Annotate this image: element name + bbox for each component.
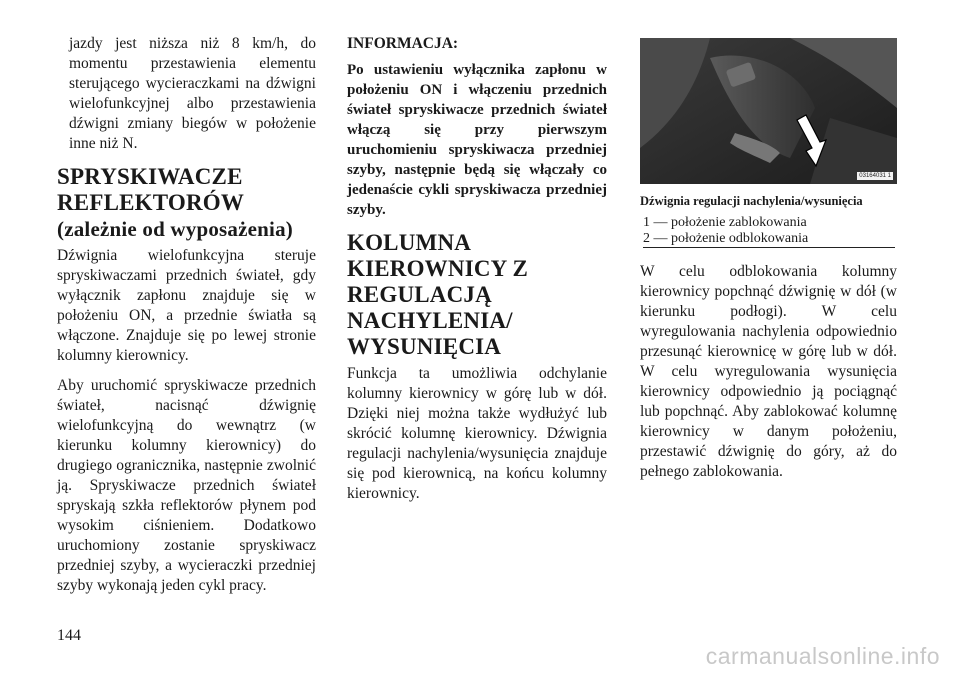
paragraph-adjustment: W celu odblokowania kolumny kierownicy popchnąć dźwignię w dół (w kierunku podłogi). W celu wyregulowania nachylenia odpowiednio przesunąć kierownicę w górę lub w dół. W celu wyregulowania wysunięcia kierownicy odpowiednio ją pociągnąć lub popchnąć. Aby zablokować kolumnę kierownicy w danym położeniu, przestawić dźwignię do góry, aż do pełnego zablokowania. (640, 263, 897, 480)
paragraph-washer-control: Dźwignia wielofunkcyjna steruje spryskiwaczami przednich świateł, gdy wyłącznik zapłonu znajduje się w położeniu ON, a przednie światła są włączone. Znajduje się po lewej stronie kolumny kierownicy. (57, 247, 316, 364)
figure-code: 03164031 1 (859, 173, 891, 179)
figure-legend (643, 215, 895, 248)
legend-item-locked: 1 — położenie zablokowania (643, 215, 807, 230)
paragraph-washer-activation: Aby uruchomić spryskiwacze przednich świateł, nacisnąć dźwignię wielofunkcyjną do wewnątrz (w kierunku kolumny kierownicy) do drugiego ogranicznika, następnie zwolnić ją. Spryskiwacze przednich świateł spryskają szkła reflektorów płynem pod wysokim ciśnieniem. Dodatkowo uruchomiony zostanie spryskiwacz przedniej szyby, a wycieraczki przedniej szyby wykonają jeden cykl pracy. (57, 377, 316, 594)
section-heading-steering-column: KOLUMNA KIEROWNICY Z REGULACJĄ NACHYLENIA/ WYSUNIĘCIA (347, 230, 529, 359)
section-heading-headlamp-washers (57, 164, 316, 242)
page-number: 144 (57, 627, 81, 644)
column-middle (347, 34, 607, 514)
info-title: INFORMACJA: (347, 35, 459, 52)
heading-subtitle: (zależnie od wyposażenia) (57, 217, 293, 241)
steering-lever-photo (640, 38, 897, 184)
legend-item-unlocked: 2 — położenie odblokowania (643, 231, 809, 246)
info-text: Po ustawieniu wyłącznika zapłonu w położeniu ON i włączeniu przednich świateł spryskiwacze przednich świateł włączą się przy pierwszym uruchomieniu spryskiwacza przedniej szyby, następnie będą się włączały co jedenaście cykli spryskiwacza przedniej szyby. (347, 62, 607, 218)
figure-caption: Dźwignia regulacji nachylenia/wysunięcia (640, 194, 863, 208)
column-left (57, 34, 316, 606)
paragraph-steering-column: Funkcja ta umożliwia odchylanie kolumny kierownicy w górę lub w dół. Dzięki niej można także wydłużyć lub skrócić kolumnę kierownicy. Dźwignia regulacji nachylenia/wysunięcia znajduje się pod kierownicą, na końcu kolumny kierownicy. (347, 365, 607, 502)
watermark: carmanualsonline.info (705, 643, 940, 669)
heading-main: SPRYSKIWACZE REFLEKTORÓW (57, 164, 245, 215)
column-right (640, 34, 897, 492)
intro-paragraph: jazdy jest niższa niż 8 km/h, do momentu przestawienia elementu sterującego wycieraczkami na dźwigni wielofunkcyjnej albo przestawienia dźwigni zmiany biegów w położenie inne niż N. (69, 35, 316, 152)
